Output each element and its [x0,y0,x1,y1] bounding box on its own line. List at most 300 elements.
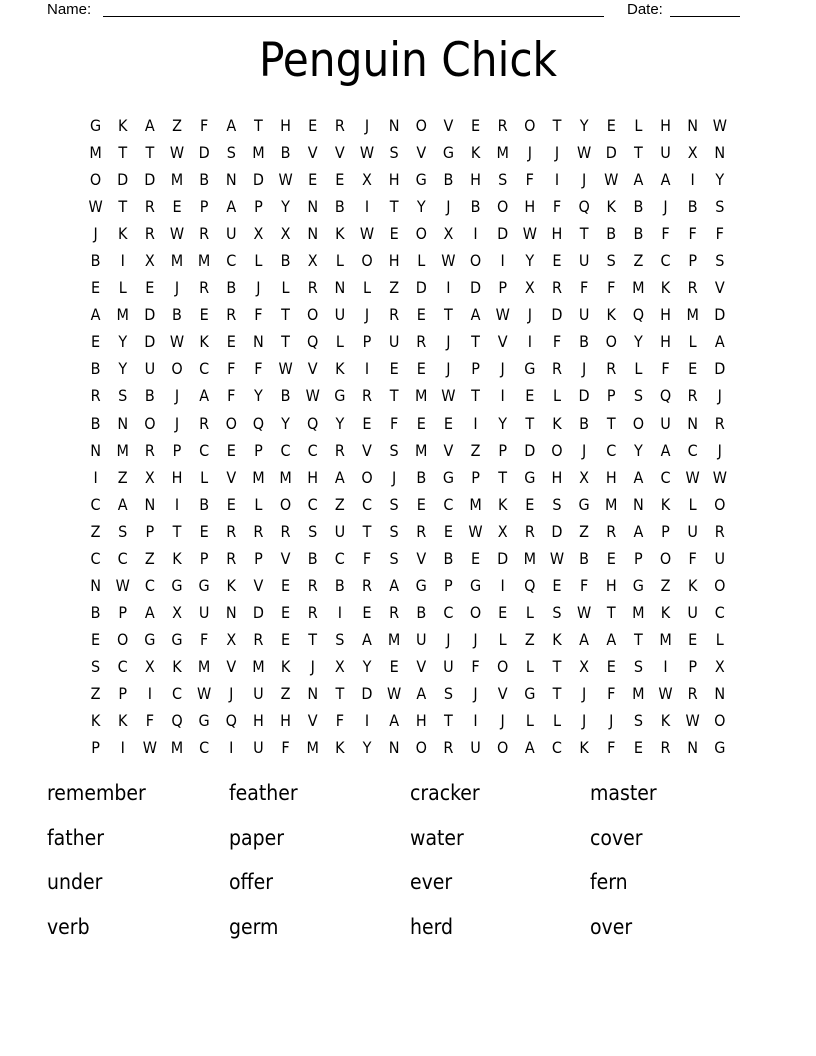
grid-cell: G [198,711,210,731]
grid-cell: D [252,170,264,190]
grid-cell: V [253,575,264,595]
grid-cell: W [685,711,700,731]
grid-cell: Y [362,656,372,676]
grid-cell: P [254,440,263,460]
grid-cell: X [307,251,318,271]
grid-cell: Z [280,683,291,703]
grid-cell: C [660,467,671,487]
grid-cell: D [117,170,129,190]
grid-cell: J [609,711,614,731]
grid-cell: N [687,738,699,758]
grid-cell: H [280,711,291,731]
grid-cell: I [147,683,152,703]
grid-cell: Z [334,494,345,514]
grid-cell: B [443,170,454,190]
grid-cell: P [254,197,263,217]
grid-cell: R [144,197,155,217]
grid-cell: O [225,413,237,433]
grid-cell: E [443,521,453,541]
grid-cell: I [663,656,668,676]
grid-cell: N [117,413,129,433]
grid-cell: J [473,683,478,703]
grid-cell: R [307,602,318,622]
grid-cell: Q [659,386,672,406]
grid-cell: O [469,251,482,271]
grid-cell: R [226,305,237,325]
grid-cell: E [362,602,372,622]
grid-cell: G [144,629,156,649]
grid-cell: Y [715,170,725,190]
grid-cell: I [93,467,98,487]
grid-cell: D [361,683,373,703]
grid-cell: U [388,332,400,352]
grid-cell: L [254,251,263,271]
grid-cell: E [416,359,426,379]
grid-cell: F [389,413,399,433]
grid-cell: J [364,305,370,325]
grid-cell: L [715,629,724,649]
grid-cell: B [443,548,454,568]
grid-cell: J [581,359,587,379]
grid-cell: I [120,251,125,271]
grid-cell: J [446,359,451,379]
grid-cell: F [607,738,616,758]
grid-cell: X [524,278,535,298]
grid-cell: L [525,711,534,731]
grid-cell: J [256,278,261,298]
grid-cell: K [117,224,128,244]
grid-cell: M [415,440,428,460]
grid-cell: E [552,251,562,271]
grid-cell: M [252,467,265,487]
grid-cell: J [364,116,370,135]
grid-cell: J [527,143,532,163]
grid-cell: W [712,467,727,487]
grid-cell: A [606,629,617,649]
grid-cell: K [90,711,101,731]
grid-cell: X [334,656,345,676]
grid-cell: I [446,278,451,298]
grid-cell: P [471,467,480,487]
grid-cell: C [90,548,101,568]
grid-cell: K [172,656,182,676]
word-list-item: remember [47,781,146,805]
grid-cell: K [117,116,128,135]
grid-cell: M [252,656,265,676]
grid-cell: B [416,602,427,622]
grid-cell: T [389,386,399,406]
grid-cell: K [280,656,291,676]
grid-cell: S [389,521,399,541]
grid-cell: G [524,359,536,379]
grid-cell: T [389,197,399,217]
grid-cell: I [554,170,560,190]
grid-cell: A [660,440,671,460]
grid-cell: C [660,251,671,271]
grid-cell: W [685,467,700,487]
grid-cell: M [170,251,184,271]
grid-cell: X [280,224,291,244]
grid-cell: R [226,548,237,568]
grid-cell: C [443,602,454,622]
grid-cell: M [89,143,102,163]
grid-cell: F [607,278,616,298]
grid-cell: O [144,413,156,433]
grid-cell: I [229,738,234,758]
grid-cell: E [470,116,481,135]
grid-cell: Y [498,413,508,433]
grid-cell: E [308,170,318,190]
grid-cell: F [661,224,670,244]
grid-cell: W [576,602,592,622]
grid-cell: B [280,386,291,406]
word-list-item: father [47,825,104,850]
grid-cell: Q [524,575,536,595]
grid-cell: E [91,278,101,298]
grid-cell: R [606,521,617,541]
grid-cell: N [687,413,699,433]
grid-cell: N [253,332,264,352]
grid-cell: F [579,575,589,595]
grid-cell: X [443,224,454,244]
grid-cell: C [117,548,128,568]
grid-cell: Q [578,197,590,217]
grid-cell: T [362,521,372,541]
grid-cell: L [552,711,561,731]
grid-cell: O [497,197,509,217]
grid-cell: G [578,494,590,514]
grid-cell: N [687,116,699,135]
grid-cell: S [606,251,616,271]
grid-cell: O [279,494,292,514]
grid-cell: S [389,494,399,514]
grid-cell: B [226,278,237,298]
grid-cell: U [415,629,427,649]
grid-cell: J [446,197,451,217]
grid-cell: R [226,521,237,541]
grid-cell: V [443,440,454,460]
grid-cell: O [89,170,102,190]
grid-cell: V [497,683,508,703]
grid-cell: B [90,251,101,271]
grid-cell: L [634,116,643,135]
grid-cell: R [334,116,345,135]
grid-cell: Y [281,413,290,433]
grid-cell: W [115,575,130,595]
word-list-item: cracker [410,781,480,805]
grid-cell: H [253,711,264,731]
grid-cell: J [717,386,722,406]
grid-cell: T [444,711,453,731]
grid-cell: J [581,711,587,731]
grid-cell: U [578,251,590,271]
grid-cell: F [525,170,534,190]
grid-cell: Y [362,738,372,758]
grid-cell: T [471,332,480,352]
grid-cell: N [144,494,156,514]
grid-cell: Z [470,440,481,460]
grid-cell: B [416,467,427,487]
grid-cell: B [199,170,210,190]
grid-cell: O [171,359,183,379]
grid-cell: N [90,440,101,460]
grid-cell: P [634,548,643,568]
grid-cell: A [90,305,101,325]
grid-cell: J [581,440,587,460]
grid-cell: V [443,116,454,135]
grid-cell: I [174,494,180,514]
grid-cell: G [714,738,726,758]
grid-cell: K [335,224,345,244]
grid-cell: K [660,711,671,731]
grid-cell: D [144,332,156,352]
grid-cell: A [199,386,210,406]
grid-cell: R [524,521,535,541]
grid-cell: W [142,738,157,758]
grid-cell: N [633,494,644,514]
grid-cell: M [197,251,211,271]
grid-cell: U [253,683,264,703]
grid-cell: H [605,575,617,595]
grid-cell: L [634,359,643,379]
grid-cell: W [604,170,619,190]
grid-cell: E [281,629,291,649]
grid-cell: T [606,413,616,433]
grid-cell: F [715,224,724,244]
grid-cell: A [226,197,237,217]
grid-cell: B [144,386,155,406]
grid-cell: H [307,467,319,487]
grid-cell: B [199,494,210,514]
grid-cell: G [524,683,536,703]
grid-cell: H [660,332,671,352]
grid-cell: A [633,467,644,487]
grid-cell: M [632,683,645,703]
grid-cell: E [416,413,426,433]
grid-cell: A [226,116,237,135]
grid-cell: N [714,143,726,163]
grid-cell: T [444,305,453,325]
grid-cell: E [470,548,481,568]
grid-cell: E [606,116,616,135]
grid-cell: S [91,656,101,676]
grid-cell: J [174,386,180,406]
grid-cell: E [199,521,209,541]
grid-cell: A [117,494,128,514]
grid-cell: V [307,359,318,379]
grid-cell: R [714,413,725,433]
grid-cell: Q [225,711,237,731]
grid-cell: F [199,116,209,135]
grid-cell: N [388,116,400,135]
grid-cell: Q [252,413,265,433]
grid-cell: Z [144,548,155,568]
grid-cell: X [144,251,155,271]
grid-cell: J [500,711,505,731]
grid-cell: N [334,278,346,298]
name-blank-line [103,0,604,17]
grid-cell: O [605,332,617,352]
grid-cell: E [416,305,426,325]
grid-cell: T [633,629,643,649]
grid-cell: Z [172,116,182,135]
grid-cell: W [441,251,456,271]
grid-cell: O [469,602,482,622]
grid-cell: H [388,170,400,190]
grid-cell: M [170,738,184,758]
grid-cell: M [632,278,645,298]
grid-cell: B [280,251,291,271]
word-list-item: feather [229,781,298,805]
grid-cell: J [581,683,587,703]
grid-cell: Q [307,413,319,433]
grid-cell: W [278,359,293,379]
grid-cell: A [416,683,427,703]
grid-cell: V [416,143,427,163]
grid-cell: U [443,656,454,676]
grid-cell: K [606,305,616,325]
grid-cell: E [199,305,209,325]
grid-cell: C [280,440,291,460]
grid-cell: U [144,359,156,379]
grid-cell: J [446,332,451,352]
grid-cell: M [469,494,482,514]
grid-cell: S [552,494,562,514]
grid-cell: S [389,143,399,163]
word-list-item: water [410,825,464,850]
grid-cell: Q [171,711,183,731]
grid-cell: E [389,656,399,676]
grid-cell: Y [254,386,263,406]
grid-cell: V [416,656,427,676]
grid-cell: W [197,683,212,703]
grid-cell: Y [579,116,589,135]
grid-cell: A [144,602,155,622]
grid-cell: R [253,629,264,649]
grid-cell: D [252,602,264,622]
grid-cell: F [688,548,697,568]
grid-cell: E [389,224,399,244]
grid-cell: D [144,305,156,325]
grid-cell: U [660,413,671,433]
grid-cell: K [660,602,671,622]
grid-cell: F [199,629,209,649]
grid-cell: A [470,305,481,325]
word-list-item: germ [229,914,279,939]
grid-cell: E [525,386,535,406]
grid-cell: K [335,738,345,758]
grid-cell: C [361,494,372,514]
grid-cell: O [415,738,427,758]
grid-cell: N [307,197,319,217]
grid-cell: L [525,656,534,676]
grid-cell: B [334,575,345,595]
grid-cell: M [279,467,292,487]
grid-cell: W [522,224,537,244]
grid-cell: V [226,467,237,487]
grid-cell: R [416,332,427,352]
grid-cell: S [633,711,643,731]
date-label: Date: [627,1,663,18]
grid-cell: H [280,116,291,135]
grid-cell: F [661,359,670,379]
grid-cell: T [552,116,562,135]
grid-cell: U [334,305,346,325]
word-list-item: cover [590,825,643,850]
grid-cell: Y [633,440,643,460]
grid-cell: H [524,197,536,217]
grid-cell: Q [307,332,319,352]
grid-cell: T [254,116,263,135]
grid-cell: O [415,224,427,244]
grid-cell: A [362,629,372,649]
grid-cell: F [254,305,263,325]
grid-cell: R [551,278,562,298]
grid-cell: R [307,575,318,595]
grid-cell: D [198,143,210,163]
grid-cell: G [89,116,102,135]
grid-cell: M [387,629,401,649]
grid-cell: X [253,224,264,244]
grid-cell: T [552,683,562,703]
grid-cell: R [280,521,291,541]
grid-cell: U [470,738,481,758]
grid-cell: Z [660,575,671,595]
grid-cell: K [117,711,128,731]
grid-cell: J [554,143,560,163]
grid-cell: Y [281,197,290,217]
grid-cell: R [714,521,725,541]
grid-cell: U [198,602,210,622]
grid-cell: G [632,575,644,595]
grid-cell: C [551,738,562,758]
grid-cell: B [606,224,617,244]
grid-cell: C [443,494,454,514]
grid-cell: C [687,440,698,460]
grid-cell: W [468,521,483,541]
grid-cell: D [497,548,509,568]
grid-cell: M [686,305,699,325]
grid-cell: Y [335,413,345,433]
grid-cell: R [90,386,101,406]
grid-cell: P [498,278,508,298]
grid-cell: J [391,467,397,487]
grid-cell: W [658,683,673,703]
grid-cell: B [633,224,644,244]
grid-cell: J [581,170,587,190]
grid-cell: C [334,548,345,568]
grid-cell: I [473,413,478,433]
grid-cell: K [335,359,345,379]
grid-cell: R [389,305,400,325]
grid-cell: J [473,629,478,649]
date-blank-line [670,0,740,17]
grid-cell: Z [90,683,101,703]
word-list-item: herd [410,914,453,939]
grid-cell: H [660,116,671,135]
grid-cell: F [281,738,290,758]
grid-cell: D [714,359,726,379]
grid-cell: C [171,683,183,703]
grid-cell: B [280,143,291,163]
grid-cell: P [145,521,155,541]
grid-cell: D [144,170,156,190]
grid-cell: T [145,143,155,163]
grid-cell: C [307,494,318,514]
grid-cell: O [714,711,726,731]
grid-cell: S [552,602,562,622]
grid-cell: S [715,251,725,271]
